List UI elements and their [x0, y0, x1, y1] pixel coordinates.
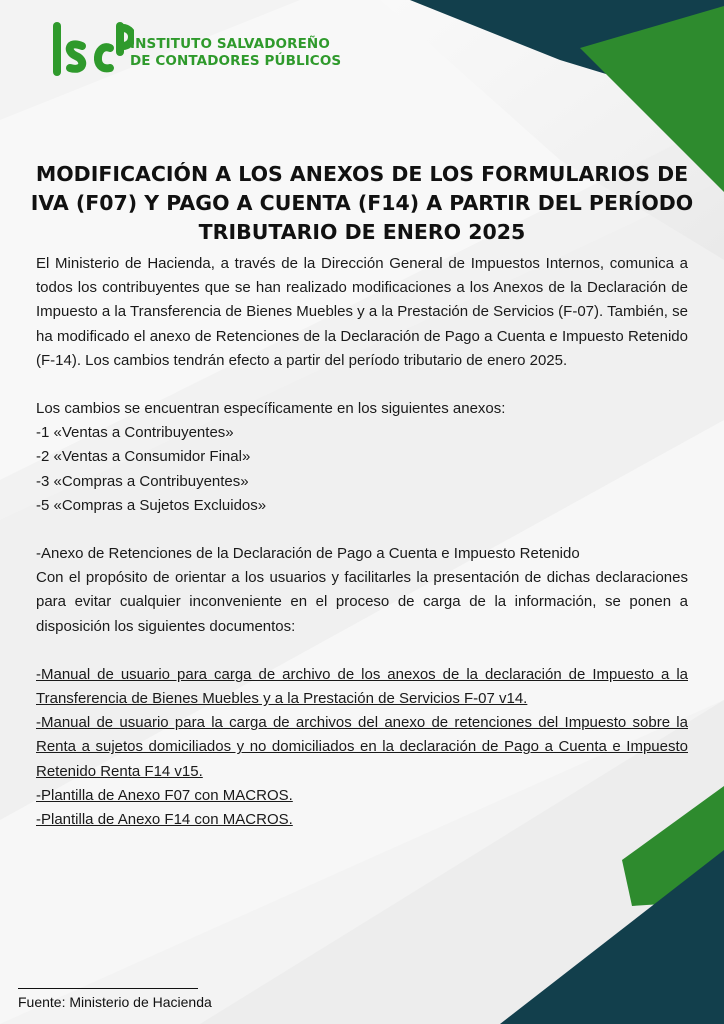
change-item-3: -3 «Compras a Contribuyentes»: [36, 472, 249, 490]
retention-annex-line: -Anexo de Retenciones de la Declaración de Pago a Cuenta e Impuesto Retenido: [36, 545, 580, 563]
logo-line-1: INSTITUTO SALVADOREÑO: [130, 36, 330, 52]
change-item-2: -2 «Ventas a Consumidor Final»: [36, 448, 251, 466]
logo-text: [130, 36, 341, 70]
purpose-paragraph: Con el propósito de orientar a los usuarios y facilitarles la presentación de dichas declaraciones para evitar cualquier inconveniente en el proceso de carga de la información, se ponen a disposición los siguientes documentos:: [36, 569, 688, 635]
document-link-manual-f07[interactable]: -Manual de usuario para carga de archivo de los anexos de la declaración de Impuesto a la Transferencia de Bienes Muebles y a la Prestación de Servicios F-07 v14.: [36, 665, 688, 708]
change-item-5: -5 «Compras a Sujetos Excluidos»: [36, 496, 267, 514]
document-link-manual-f14[interactable]: -Manual de usuario para la carga de archivos del anexo de retenciones del Impuesto sobre la Renta a sujetos domiciliados y no domiciliados en la declaración de Pago a Cuenta e Impuesto Retenido Renta F14 v15.: [36, 714, 688, 780]
logo-line-2: DE CONTADORES PÚBLICOS: [130, 53, 342, 69]
article-body: [36, 252, 688, 832]
document-link-template-f14[interactable]: -Plantilla de Anexo F14 con MACROS.: [36, 811, 293, 829]
document-link-template-f07[interactable]: -Plantilla de Anexo F07 con MACROS.: [36, 786, 293, 804]
change-item-1: -1 «Ventas a Contribuyentes»: [36, 424, 234, 442]
changes-heading: Los cambios se encuentran específicamente en los siguientes anexos:: [36, 400, 506, 418]
iscp-logo-mark-icon: [52, 22, 134, 76]
page-title: MODIFICACIÓN A LOS ANEXOS DE LOS FORMULARIOS DE IVA (F07) Y PAGO A CUENTA (F14) A PARTIR DEL PERÍODO TRIBUTARIO DE ENERO 2025: [30, 162, 694, 244]
intro-paragraph: El Ministerio de Hacienda, a través de la Dirección General de Impuestos Internos, comunica a todos los contribuyentes que se han realizado modificaciones a los Anexos de la Declaración de Impuesto a la Transferencia de Bienes Muebles y a la Prestación de Servicios (F-07). También, se ha modificado el anexo de Retenciones de la Declaración de Pago a Cuenta e Impuesto Retenido (F-14). Los cambios tendrán efecto a partir del período tributario de enero 2025.: [36, 255, 688, 369]
footnote-divider: [18, 988, 198, 989]
source-note: Fuente: Ministerio de Hacienda: [18, 994, 212, 1010]
logo: [52, 22, 352, 78]
